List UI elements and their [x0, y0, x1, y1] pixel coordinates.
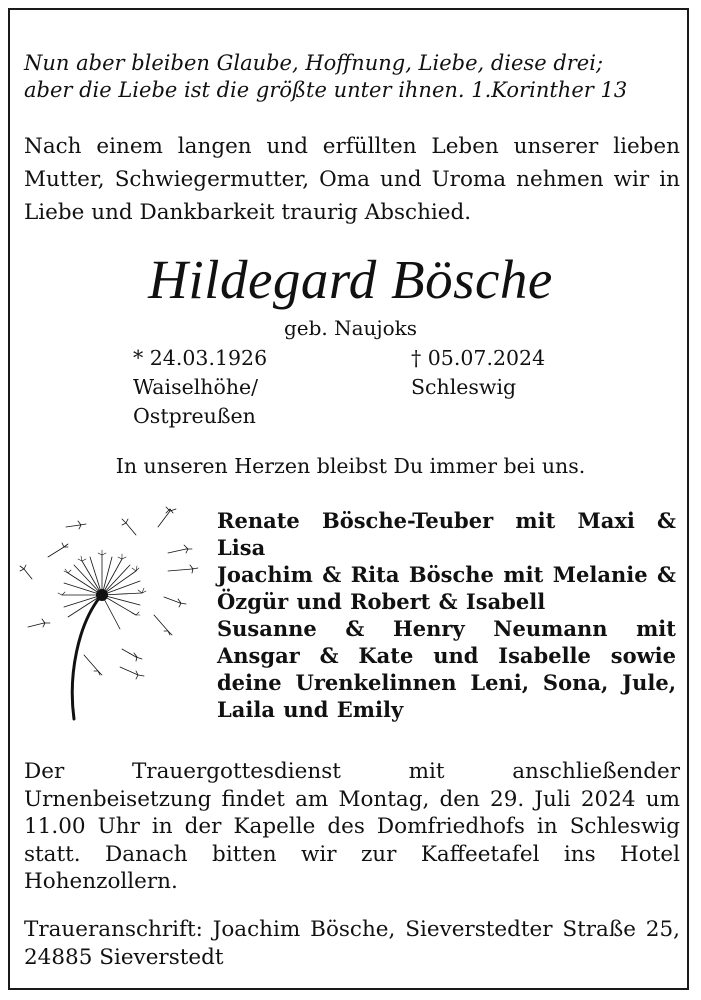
death-place: Schleswig [411, 375, 517, 399]
intro-text: Nach einem langen und erfüllten Leben unserer lieben Mutter, Schwiegermutter, Oma und Uroma nehmen wir in Liebe und Dankbarkeit traurig Abschied. [24, 134, 680, 225]
maiden-name: geb. Naujoks [283, 316, 418, 340]
birth-date: * 24.03.1926 [133, 346, 268, 370]
mourning-address: Traueranschrift: Joachim Bösche, Sieverstedter Straße 25, 24885 Sieverstedt [24, 917, 680, 970]
dandelion-icon [18, 505, 208, 725]
motto: In unseren Herzen bleibst Du immer bei uns. [115, 454, 586, 478]
bible-quote [24, 50, 680, 104]
birth-place: Waiselhöhe/ [133, 375, 259, 399]
quote-line: aber die Liebe ist die größte unter ihnen. 1.Korinther 13 [24, 78, 628, 102]
quote-line: Nun aber bleiben Glaube, Hoffnung, Liebe, diese drei; [24, 51, 604, 75]
mourner-entry: Joachim & Rita Bösche mit Melanie & Özgür und Robert & Isabell [217, 562, 676, 614]
deceased-name: Hildegard Bösche [148, 249, 553, 310]
death-info [411, 344, 545, 402]
mourner-entry: Renate Bösche-Teuber mit Maxi & Lisa [217, 508, 676, 560]
service-info: Der Trauergottesdienst mit anschließender Urnenbeisetzung findet am Montag, den 29. Juli 2024 um 11.00 Uhr in der Kapelle des Domfriedhofs in Schleswig statt. Danach bitten wir zur Kaffeetafel ins Hotel Hohenzollern. [24, 759, 680, 894]
mourners-list [217, 507, 676, 723]
birth-info [133, 344, 267, 431]
birth-place-region: Ostpreußen [133, 404, 256, 428]
mourner-entry: Susanne & Henry Neumann mit Ansgar & Kate und Isabelle sowie deine Urenkelinnen Leni, Sona, Jule, Laila und Emily [217, 616, 676, 722]
death-date: † 05.07.2024 [411, 346, 546, 370]
